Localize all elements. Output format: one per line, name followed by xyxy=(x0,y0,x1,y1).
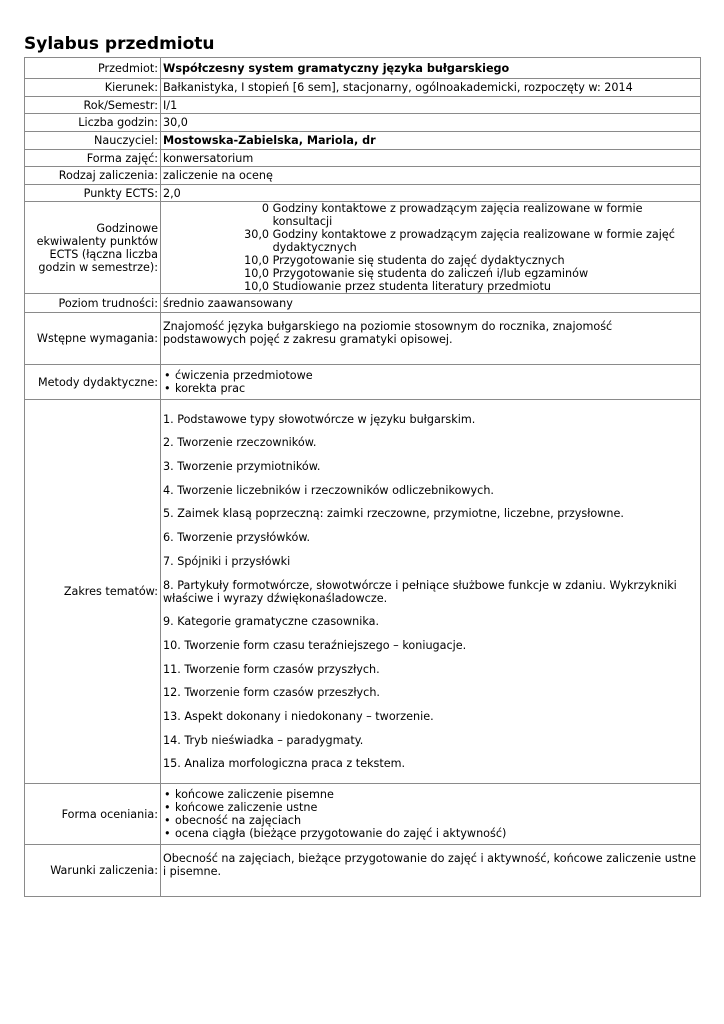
ocenianie-label: Forma oceniania: xyxy=(25,784,161,845)
row-punkty-ects xyxy=(25,185,701,202)
topic-item: 2. Tworzenie rzeczowników. xyxy=(163,436,317,450)
ekwiwalenty-list xyxy=(161,202,701,294)
wymagania-label: Wstępne wymagania: xyxy=(25,313,161,365)
poziom-label: Poziom trudności: xyxy=(25,294,161,313)
list-item: • korekta prac xyxy=(163,382,698,395)
ects-item xyxy=(163,254,698,267)
wymagania-value xyxy=(161,313,701,365)
ects-text: Przygotowanie się studenta do zajęć dydaktycznych xyxy=(272,254,565,267)
zakres-list xyxy=(161,400,701,784)
topic-item: 7. Spójniki i przysłówki xyxy=(163,554,291,568)
row-warunki xyxy=(25,845,701,897)
ects-item xyxy=(163,228,698,254)
ects-text: Godziny kontaktowe z prowadzącym zajęcia realizowane w formie konsultacji xyxy=(272,202,643,228)
ects-hours: 10,0 xyxy=(244,267,269,280)
ects-text: Przygotowanie się studenta do zaliczeń i/lub egzaminów xyxy=(272,267,589,280)
ects-hours: 10,0 xyxy=(244,280,269,293)
forma-zajec-label: Forma zajęć: xyxy=(25,150,161,167)
list-item: • końcowe zaliczenie pisemne xyxy=(163,788,698,801)
poziom-value: średnio zaawansowany xyxy=(161,294,701,313)
rok-label: Rok/Semestr: xyxy=(25,97,161,114)
topic-item: 12. Tworzenie form czasów przeszłych. xyxy=(163,686,380,700)
ocenianie-list xyxy=(163,788,698,840)
godziny-value: 30,0 xyxy=(161,114,701,132)
ekwiwalenty-label: Godzinowe ekwiwalenty punktów ECTS (łączna liczba godzin w semestrze): xyxy=(25,202,161,294)
row-ocenianie xyxy=(25,784,701,845)
warunki-text: Obecność na zajęciach, bieżące przygotowanie do zajęć i aktywność, końcowe zaliczenie ustne i pisemne. xyxy=(163,852,697,878)
metody-list xyxy=(163,369,698,395)
topic-item: 15. Analiza morfologiczna praca z tekstem. xyxy=(163,757,406,771)
topic-item: 5. Zaimek klasą poprzeczną: zaimki rzeczowne, przymiotne, liczebne, przysłowne. xyxy=(163,507,624,521)
row-wymagania xyxy=(25,313,701,365)
list-item: • końcowe zaliczenie ustne xyxy=(163,801,698,814)
zakres-label: Zakres tematów: xyxy=(25,400,161,784)
warunki-value xyxy=(161,845,701,897)
rodzaj-zaliczenia-label: Rodzaj zaliczenia: xyxy=(25,167,161,185)
warunki-label: Warunki zaliczenia: xyxy=(25,845,161,897)
row-nauczyciel xyxy=(25,132,701,150)
topic-item: 8. Partykuły formotwórcze, słowotwórcze i pełniące służbowe funkcje w zdaniu. Wykrzykniki właściwe i wyrazy dźwiękonaśladowcze. xyxy=(163,578,677,605)
topic-item: 14. Tryb nieświadka – paradygmaty. xyxy=(163,733,364,747)
topic-item: 10. Tworzenie form czasu teraźniejszego – koniugacje. xyxy=(163,638,467,652)
ects-hours: 10,0 xyxy=(244,254,269,267)
kierunek-value: Bałkanistyka, I stopień [6 sem], stacjonarny, ogólnoakademicki, rozpoczęty w: 2014 xyxy=(161,79,701,97)
ects-text: Studiowanie przez studenta literatury przedmiotu xyxy=(272,280,551,293)
rok-value: I/1 xyxy=(161,97,701,114)
godziny-label: Liczba godzin: xyxy=(25,114,161,132)
list-item: • obecność na zajęciach xyxy=(163,814,698,827)
topic-item: 1. Podstawowe typy słowotwórcze w języku bułgarskim. xyxy=(163,412,476,426)
topic-item: 4. Tworzenie liczebników i rzeczowników odliczebnikowych. xyxy=(163,483,494,497)
przedmiot-value: Współczesny system gramatyczny języka bułgarskiego xyxy=(161,58,701,79)
topic-item: 13. Aspekt dokonany i niedokonany – tworzenie. xyxy=(163,709,434,723)
ects-text: Godziny kontaktowe z prowadzącym zajęcia realizowane w formie zajęć dydaktycznych xyxy=(272,228,675,254)
row-przedmiot xyxy=(25,58,701,79)
punkty-ects-label: Punkty ECTS: xyxy=(25,185,161,202)
kierunek-label: Kierunek: xyxy=(25,79,161,97)
nauczyciel-label: Nauczyciel: xyxy=(25,132,161,150)
topic-item: 3. Tworzenie przymiotników. xyxy=(163,460,321,474)
row-kierunek xyxy=(25,79,701,97)
wymagania-text: Znajomość języka bułgarskiego na poziomie stosownym do rocznika, znajomość podstawowych pojęć z zakresu gramatyki opisowej. xyxy=(163,320,613,346)
metody-label: Metody dydaktyczne: xyxy=(25,365,161,400)
syllabus-table xyxy=(24,57,701,897)
topic-item: 9. Kategorie gramatyczne czasownika. xyxy=(163,615,380,629)
ects-item xyxy=(163,280,698,293)
forma-zajec-value: konwersatorium xyxy=(161,150,701,167)
list-item: • ocena ciągła (bieżące przygotowanie do zajęć i aktywność) xyxy=(163,827,698,840)
topic-item: 11. Tworzenie form czasów przyszłych. xyxy=(163,662,380,676)
row-metody xyxy=(25,365,701,400)
ects-hours: 30,0 xyxy=(244,228,269,241)
row-ekwiwalenty xyxy=(25,202,701,294)
row-rodzaj-zaliczenia xyxy=(25,167,701,185)
rodzaj-zaliczenia-value: zaliczenie na ocenę xyxy=(161,167,701,185)
page-title: Sylabus przedmiotu xyxy=(24,34,215,54)
row-forma-zajec xyxy=(25,150,701,167)
punkty-ects-value: 2,0 xyxy=(161,185,701,202)
list-item: • ćwiczenia przedmiotowe xyxy=(163,369,698,382)
ects-item xyxy=(163,267,698,280)
row-rok xyxy=(25,97,701,114)
ects-item xyxy=(163,202,698,228)
topic-item: 6. Tworzenie przysłówków. xyxy=(163,531,310,545)
przedmiot-label: Przedmiot: xyxy=(25,58,161,79)
row-poziom xyxy=(25,294,701,313)
ects-hours: 0 xyxy=(261,202,269,215)
row-godziny xyxy=(25,114,701,132)
nauczyciel-value: Mostowska-Zabielska, Mariola, dr xyxy=(161,132,701,150)
row-zakres xyxy=(25,400,701,784)
